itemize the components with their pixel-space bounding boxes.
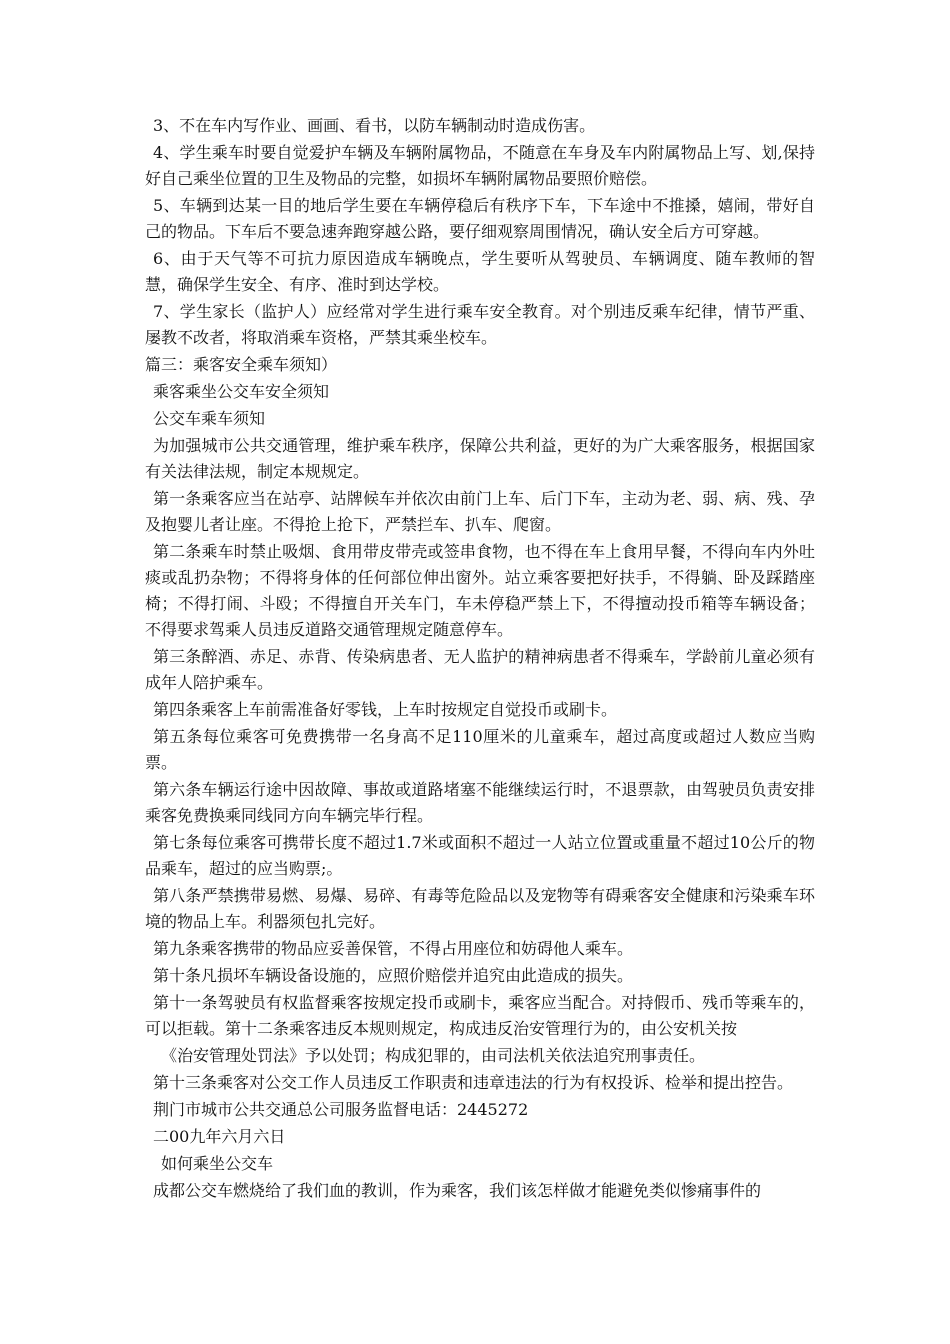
paragraph-article-4: 第四条乘客上车前需准备好零钱，上车时按规定自觉投币或刷卡。 xyxy=(153,700,618,719)
paragraph-article-2: 第二条乘车时禁止吸烟、食用带皮带壳或签串食物，也不得在车上食用早餐，不得向车内外吐痰或乱扔杂物；不得将身体的任何部位伸出窗外。站立乘客要把好扶手，不得躺、卧及踩踏座椅；不得打闹、斗殴；不得擅自开关车门，车未停稳严禁上下，不得擅动投币箱等车辆设备；不得要求驾乘人员违反道路交通管理规定随意停车。 xyxy=(145,542,815,639)
paragraph-article-12-cont: 《治安管理处罚法》予以处罚；构成犯罪的，由司法机关依法追究刑事责任。 xyxy=(161,1046,706,1065)
paragraph-article-8: 第八条严禁携带易燃、易爆、易碎、有毒等危险品以及宠物等有碍乘客安全健康和污染乘车环境的物品上车。利器须包扎完好。 xyxy=(145,886,815,931)
paragraph-article-5: 第五条每位乘客可免费携带一名身高不足110厘米的儿童乘车，超过高度或超过人数应当购票。 xyxy=(145,727,815,772)
paragraph-article-6: 第六条车辆运行途中因故障、事故或道路堵塞不能继续运行时，不退票款，由驾驶员负责安排乘客免费换乘同线同方向车辆完毕行程。 xyxy=(145,780,815,825)
document-body xyxy=(145,113,815,1205)
section-subtitle: 如何乘坐公交车 xyxy=(161,1154,274,1173)
paragraph-article-13: 第十三条乘客对公交工作人员违反工作职责和违章违法的行为有权投诉、检举和提出控告。 xyxy=(153,1073,794,1092)
paragraph-rule-3: 3、不在车内写作业、画画、看书，以防车辆制动时造成伤害。 xyxy=(153,116,596,135)
paragraph-article-3: 第三条醉酒、赤足、赤背、传染病患者、无人监护的精神病患者不得乘车，学龄前儿童必须有成年人陪护乘车。 xyxy=(145,647,815,692)
paragraph-article-7: 第七条每位乘客可携带长度不超过1.7米或面积不超过一人站立位置或重量不超过10公斤的物品乘车，超过的应当购票;。 xyxy=(145,833,815,878)
paragraph-hotline: 荆门市城市公共交通总公司服务监督电话：2445272 xyxy=(153,1100,529,1119)
paragraph-closing: 成都公交车燃烧给了我们血的教训，作为乘客，我们该怎样做才能避免类似惨痛事件的 xyxy=(153,1181,762,1200)
paragraph-intro: 为加强城市公共交通管理，维护乘车秩序，保障公共利益，更好的为广大乘客服务，根据国家有关法律法规，制定本规规定。 xyxy=(145,436,815,481)
section-subtitle: 乘客乘坐公交车安全须知 xyxy=(153,382,330,401)
paragraph-article-10: 第十条凡损坏车辆设备设施的，应照价赔偿并追究由此造成的损失。 xyxy=(153,966,634,985)
paragraph-date: 二00九年六月六日 xyxy=(153,1127,286,1146)
section-subtitle: 公交车乘车须知 xyxy=(153,409,266,428)
paragraph-rule-6: 6、由于天气等不可抗力原因造成车辆晚点，学生要听从驾驶员、车辆调度、随车教师的智慧，确保学生安全、有序、准时到达学校。 xyxy=(145,249,815,294)
section-heading: 篇三：乘客安全乘车须知） xyxy=(145,355,338,374)
paragraph-article-9: 第九条乘客携带的物品应妥善保管，不得占用座位和妨碍他人乘车。 xyxy=(153,939,634,958)
paragraph-article-11-12: 第十一条驾驶员有权监督乘客按规定投币或刷卡，乘客应当配合。对持假币、残币等乘车的，可以拒载。第十二条乘客违反本规则规定，构成违反治安管理行为的，由公安机关按 xyxy=(145,993,815,1038)
paragraph-rule-7: 7、学生家长（监护人）应经常对学生进行乘车安全教育。对个别违反乘车纪律，情节严重、屡教不改者，将取消乘车资格，严禁其乘坐校车。 xyxy=(145,302,815,347)
paragraph-article-1: 第一条乘客应当在站亭、站牌候车并依次由前门上车、后门下车，主动为老、弱、病、残、孕及抱婴儿者让座。不得抢上抢下，严禁拦车、扒车、爬窗。 xyxy=(145,489,815,534)
paragraph-rule-4: 4、学生乘车时要自觉爱护车辆及车辆附属物品，不随意在车身及车内附属物品上写、划,保持好自己乘坐位置的卫生及物品的完整，如损坏车辆附属物品要照价赔偿。 xyxy=(145,143,815,188)
paragraph-rule-5: 5、车辆到达某一目的地后学生要在车辆停稳后有秩序下车，下车途中不推搡，嬉闹，带好自己的物品。下车后不要急速奔跑穿越公路，要仔细观察周围情况，确认安全后方可穿越。 xyxy=(145,196,815,241)
